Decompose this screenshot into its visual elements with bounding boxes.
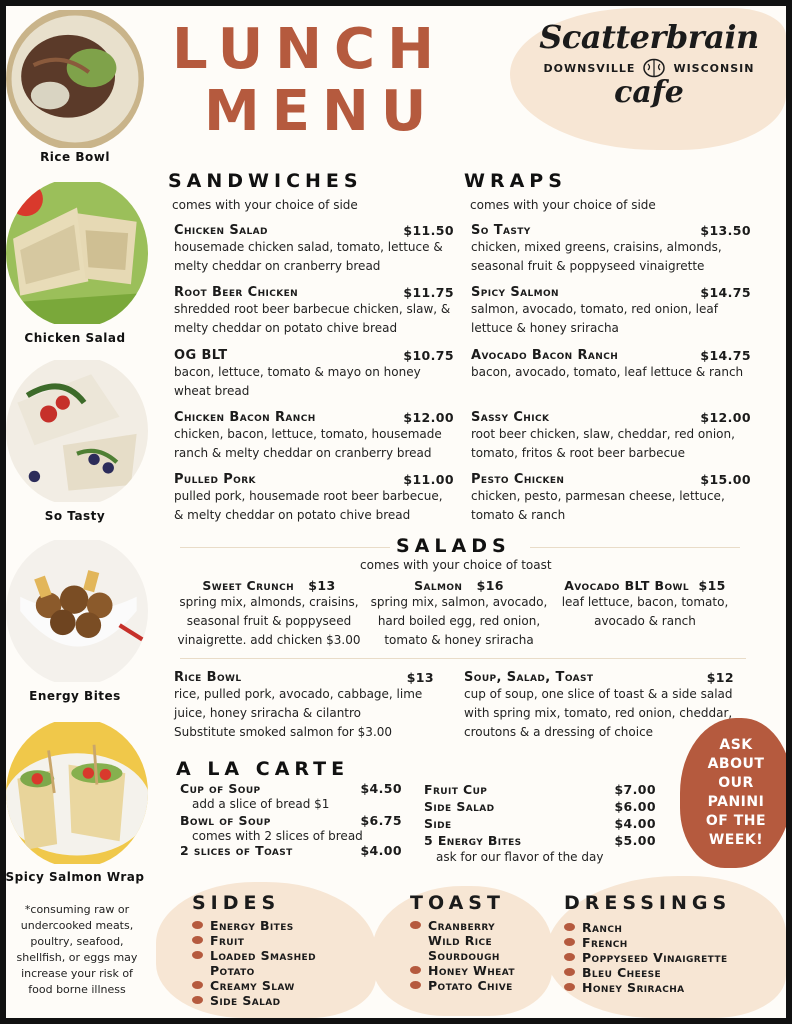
item-name: Chicken Salad	[174, 223, 268, 238]
item-price: $12.00	[403, 410, 454, 425]
bullet-icon	[564, 983, 575, 991]
sandwiches-note: comes with your choice of side	[172, 198, 358, 212]
item-price: $12.00	[700, 410, 751, 425]
item-name: Chicken Bacon Ranch	[174, 410, 316, 425]
toast-heading: TOAST	[410, 892, 505, 914]
salad-item	[364, 578, 554, 650]
item-sub: add a slice of bread $1	[192, 797, 330, 811]
bullet-icon	[192, 981, 203, 989]
item-name: Rice Bowl	[174, 670, 242, 685]
list-item	[564, 965, 731, 980]
item-price: $13.50	[700, 223, 751, 238]
list-item-label: Creamy Slaw	[210, 978, 295, 993]
bullet-icon	[192, 996, 203, 1004]
item-desc: salmon, avocado, tomato, red onion, leaf lettuce & honey sriracha	[471, 302, 718, 335]
menu-item	[464, 670, 734, 742]
bullet-icon	[192, 936, 203, 944]
menu-item	[174, 410, 454, 463]
item-price: $12	[706, 670, 734, 685]
menu-title-line1: LUNCH	[172, 17, 446, 82]
photo-caption: Energy Bites	[29, 689, 121, 703]
list-item	[564, 950, 731, 965]
bullet-icon	[564, 968, 575, 976]
item-name: Side	[424, 816, 452, 831]
callout-line: ASK	[719, 737, 753, 753]
item-price: $11.50	[403, 223, 454, 238]
item-desc: root beer chicken, slaw, cheddar, red onion, tomato, fritos & root beer barbecue	[471, 427, 735, 460]
logo-sub: cafe	[614, 75, 684, 110]
item-price: $10.75	[403, 348, 454, 363]
item-sub: ask for our flavor of the day	[436, 850, 604, 864]
item-desc: shredded root beer barbecue chicken, slaw, & melty cheddar on potato chive bread	[174, 302, 451, 335]
item-desc: spring mix, salmon, avocado, hard boiled egg, red onion, tomato & honey sriracha	[370, 595, 548, 647]
list-item-label: Poppyseed Vinaigrette	[582, 950, 728, 965]
bullet-icon	[410, 966, 421, 974]
bullet-icon	[410, 981, 421, 989]
logo-state: WISCONSIN	[673, 61, 755, 75]
dressings-heading: DRESSINGS	[564, 892, 732, 914]
list-item-label: Side Salad	[210, 993, 281, 1008]
item-name: Avocado Bacon Ranch	[471, 348, 619, 363]
menu-item	[174, 285, 454, 338]
item-price: $14.75	[700, 285, 751, 300]
wraps-note: comes with your choice of side	[470, 198, 656, 212]
bullet-icon	[564, 938, 575, 946]
item-desc: bacon, avocado, tomato, leaf lettuce & ranch	[471, 365, 744, 379]
list-item	[192, 993, 332, 1008]
energy-bites-photo	[6, 536, 148, 686]
list-item-label: Loaded Smashed Potato	[210, 948, 316, 978]
item-desc: cup of soup, one slice of toast & a side salad with spring mix, tomato, red onion, cheddar, croutons & a dressing of choice	[464, 687, 733, 739]
item-price: $4.50	[360, 781, 402, 796]
list-item-label: Potato Chive	[428, 978, 513, 993]
item-name: Spicy Salmon	[471, 285, 559, 300]
menu-page	[6, 6, 786, 1018]
item-name: Cup of Soup	[180, 781, 261, 796]
sides-box	[192, 892, 332, 1008]
divider	[180, 658, 746, 659]
item-name: Root Beer Chicken	[174, 285, 299, 300]
sides-heading: SIDES	[192, 892, 281, 914]
item-sub: comes with 2 slices of bread	[192, 829, 363, 843]
item-extra: Substitute smoked salmon for $3.00	[174, 725, 393, 739]
photo-caption: Spicy Salmon Wrap	[6, 870, 145, 884]
list-item	[192, 918, 332, 933]
item-desc: rice, pulled pork, avocado, cabbage, lime juice, honey sriracha & cilantro	[174, 687, 423, 720]
list-item-label: Ranch	[582, 920, 623, 935]
list-item-label: Honey Wheat	[428, 963, 515, 978]
menu-item	[174, 670, 434, 742]
item-price: $14.75	[700, 348, 751, 363]
item-name: Sweet Crunch	[202, 578, 295, 593]
so-tasty-photo	[6, 356, 148, 506]
wraps-heading: WRAPS	[464, 170, 567, 192]
item-desc: leaf lettuce, bacon, tomato, avocado & ranch	[561, 595, 729, 628]
callout-line: ABOUT	[707, 756, 765, 772]
item-desc: bacon, lettuce, tomato & mayo on honey wheat bread	[174, 365, 421, 398]
list-item	[410, 918, 528, 963]
list-item	[564, 980, 731, 995]
list-item	[564, 935, 731, 950]
item-price: $5.00	[614, 833, 656, 848]
item-price: $15	[698, 578, 726, 593]
list-item-label: Fruit	[210, 933, 245, 948]
dressings-box	[564, 892, 731, 995]
list-item-label: French	[582, 935, 628, 950]
rice-bowl-photo	[6, 8, 144, 150]
bullet-icon	[564, 953, 575, 961]
item-name: 5 Energy Bites	[424, 833, 522, 848]
list-item	[192, 948, 332, 978]
item-name: Salmon	[414, 578, 463, 593]
menu-item	[471, 223, 751, 276]
item-price: $4.00	[614, 816, 656, 831]
item-price: $11.75	[403, 285, 454, 300]
bullet-icon	[192, 921, 203, 929]
item-name: Fruit Cup	[424, 782, 488, 797]
bullet-icon	[410, 921, 421, 929]
divider	[530, 547, 740, 548]
list-item	[564, 920, 731, 935]
item-desc: chicken, mixed greens, craisins, almonds, seasonal fruit & poppyseed vinaigrette	[471, 240, 722, 273]
callout-line: OF THE	[705, 813, 767, 829]
menu-item	[471, 472, 751, 525]
salads-heading: SALADS	[396, 535, 511, 557]
photo-caption: So Tasty	[44, 509, 106, 523]
menu-title-line2: MENU	[204, 79, 439, 144]
item-price: $6.75	[360, 813, 402, 828]
photo-caption: Chicken Salad	[24, 331, 126, 345]
list-item-label: Honey Sriracha	[582, 980, 685, 995]
item-price: $11.00	[403, 472, 454, 487]
salads-note: comes with your choice of toast	[360, 558, 552, 572]
item-price: $7.00	[614, 782, 656, 797]
a-la-carte-left	[180, 781, 402, 858]
salad-item	[552, 578, 738, 631]
item-name: Sassy Chick	[471, 410, 550, 425]
bullet-icon	[192, 951, 203, 959]
item-name: Soup, Salad, Toast	[464, 670, 594, 685]
list-item	[192, 933, 332, 948]
logo-city: DOWNSVILLE	[543, 61, 636, 75]
item-name: Side Salad	[424, 799, 495, 814]
divider	[180, 547, 390, 548]
item-desc: chicken, bacon, lettuce, tomato, housemade ranch & melty cheddar on cranberry bread	[174, 427, 442, 460]
a-la-carte-heading: A LA CARTE	[176, 758, 350, 780]
menu-item	[174, 472, 454, 525]
sandwiches-heading: SANDWICHES	[168, 170, 363, 192]
callout-line: WEEK!	[708, 832, 764, 848]
item-desc: spring mix, almonds, craisins, seasonal fruit & poppyseed vinaigrette. add chicken $3.00	[177, 595, 361, 647]
item-desc: chicken, pesto, parmesan cheese, lettuce, tomato & ranch	[471, 489, 725, 522]
item-price: $6.00	[614, 799, 656, 814]
spicy-salmon-wrap-photo	[6, 718, 148, 868]
a-la-carte-right	[424, 781, 656, 866]
food-safety-disclaimer: *consuming raw or undercooked meats, poultry, seafood, shellfish, or eggs may increase your risk of food borne illness	[16, 903, 138, 996]
cafe-logo	[518, 18, 780, 108]
callout-line: OUR	[718, 775, 754, 791]
panini-callout	[680, 718, 786, 868]
item-name: 2 slices of Toast	[180, 843, 293, 858]
list-item-label: Cranberry Wild Rice Sourdough	[428, 918, 500, 963]
menu-item	[471, 348, 751, 382]
item-price: $16	[476, 578, 504, 593]
item-desc: housemade chicken salad, tomato, lettuce & melty cheddar on cranberry bread	[174, 240, 443, 273]
logo-name: Scatterbrain	[539, 18, 759, 56]
callout-line: PANINI	[707, 794, 765, 810]
item-name: OG BLT	[174, 348, 228, 363]
item-name: Avocado BLT Bowl	[564, 578, 689, 593]
list-item-label: Energy Bites	[210, 918, 294, 933]
list-item-label: Bleu Cheese	[582, 965, 662, 980]
item-name: So Tasty	[471, 223, 531, 238]
item-desc: pulled pork, housemade root beer barbecue, & melty cheddar on potato chive bread	[174, 489, 443, 522]
item-name: Bowl of Soup	[180, 813, 271, 828]
bullet-icon	[564, 923, 575, 931]
item-price: $13	[406, 670, 434, 685]
menu-item	[471, 410, 751, 463]
toast-box	[410, 892, 528, 993]
item-name: Pulled Pork	[174, 472, 256, 487]
salad-item	[174, 578, 364, 650]
item-name: Pesto Chicken	[471, 472, 565, 487]
list-item	[410, 978, 528, 993]
item-price: $13	[308, 578, 336, 593]
menu-item	[471, 285, 751, 338]
item-price: $4.00	[360, 843, 402, 858]
menu-item	[174, 223, 454, 276]
chicken-salad-photo	[6, 178, 148, 328]
list-item	[192, 978, 332, 993]
menu-item	[174, 348, 454, 401]
list-item	[410, 963, 528, 978]
photo-caption: Rice Bowl	[40, 150, 110, 164]
item-price: $15.00	[700, 472, 751, 487]
